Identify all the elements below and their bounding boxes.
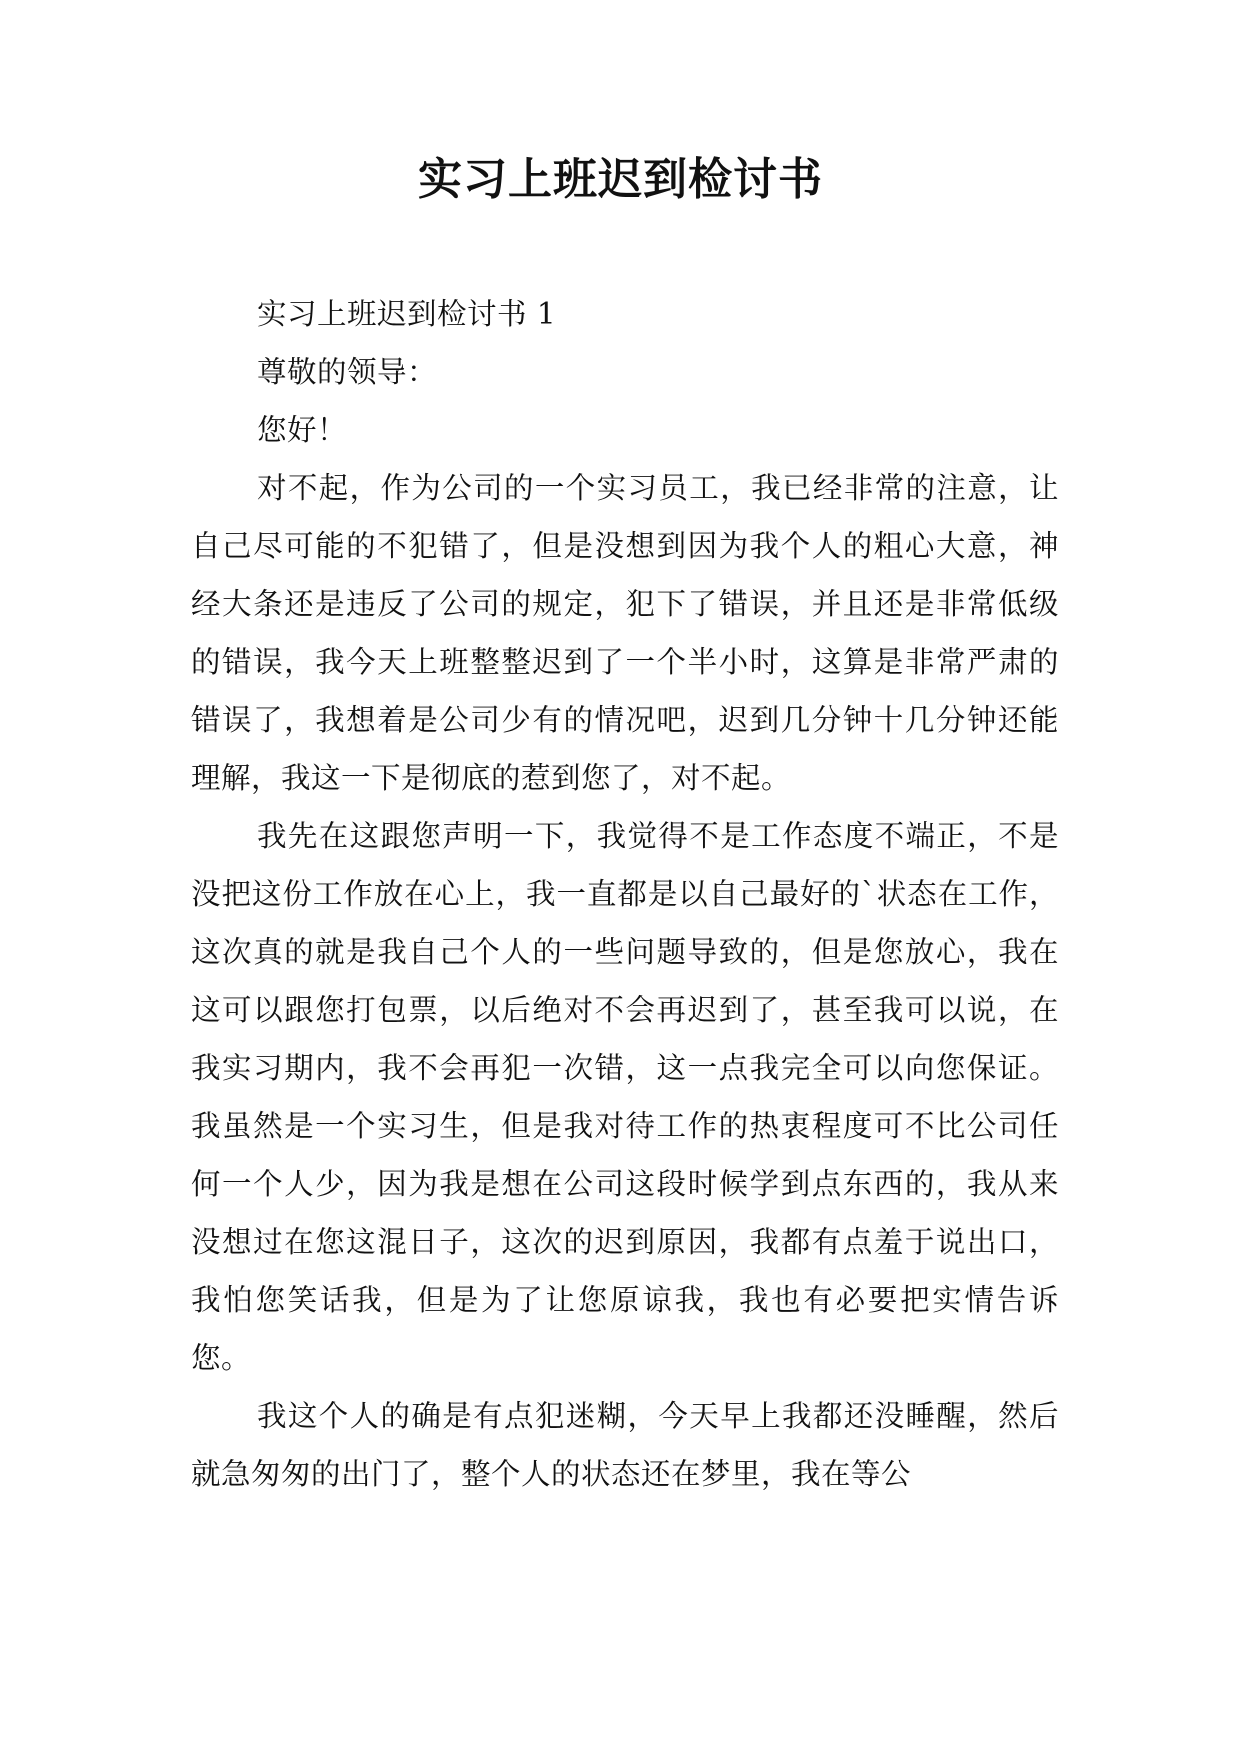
salutation-paragraph: 尊敬的领导： <box>257 355 438 389</box>
document-title: 实习上班迟到检讨书 <box>418 154 823 205</box>
body-paragraph: 我先在这跟您声明一下，我觉得不是工作态度不端正，不是没把这份工作放在心上，我一直都是以自己最好的`状态在工作，这次真的就是我自己个人的一些问题导致的，但是您放心，我在这可以跟您打包票，以后绝对不会再迟到了，甚至我可以说，在我实习期内，我不会再犯一次错，这一点我完全可以向您保证。我虽然是一个实习生，但是我对待工作的热衷程度可不比公司任何一个人少，因为我是想在公司这段时候学到点东西的，我从来没想过在您这混日子，这次的迟到原因，我都有点羞于说出口，我怕您笑话我，但是为了让您原谅我，我也有必要把实情告诉您。 <box>191 819 1059 1375</box>
subtitle-paragraph: 实习上班迟到检讨书 1 <box>257 297 557 331</box>
greeting-paragraph: 您好！ <box>257 413 348 447</box>
body-paragraph: 对不起，作为公司的一个实习员工，我已经非常的注意，让自己尽可能的不犯错了，但是没想到因为我个人的粗心大意，神经大条还是违反了公司的规定，犯下了错误，并且还是非常低级的错误，我今天上班整整迟到了一个半小时，这算是非常严肃的错误了，我想着是公司少有的情况吧，迟到几分钟十几分钟还能理解，我这一下是彻底的惹到您了，对不起。 <box>191 471 1059 795</box>
body-paragraph: 我这个人的确是有点犯迷糊，今天早上我都还没睡醒，然后就急匆匆的出门了，整个人的状态还在梦里，我在等公 <box>191 1399 1059 1491</box>
document-body <box>191 285 1059 1503</box>
